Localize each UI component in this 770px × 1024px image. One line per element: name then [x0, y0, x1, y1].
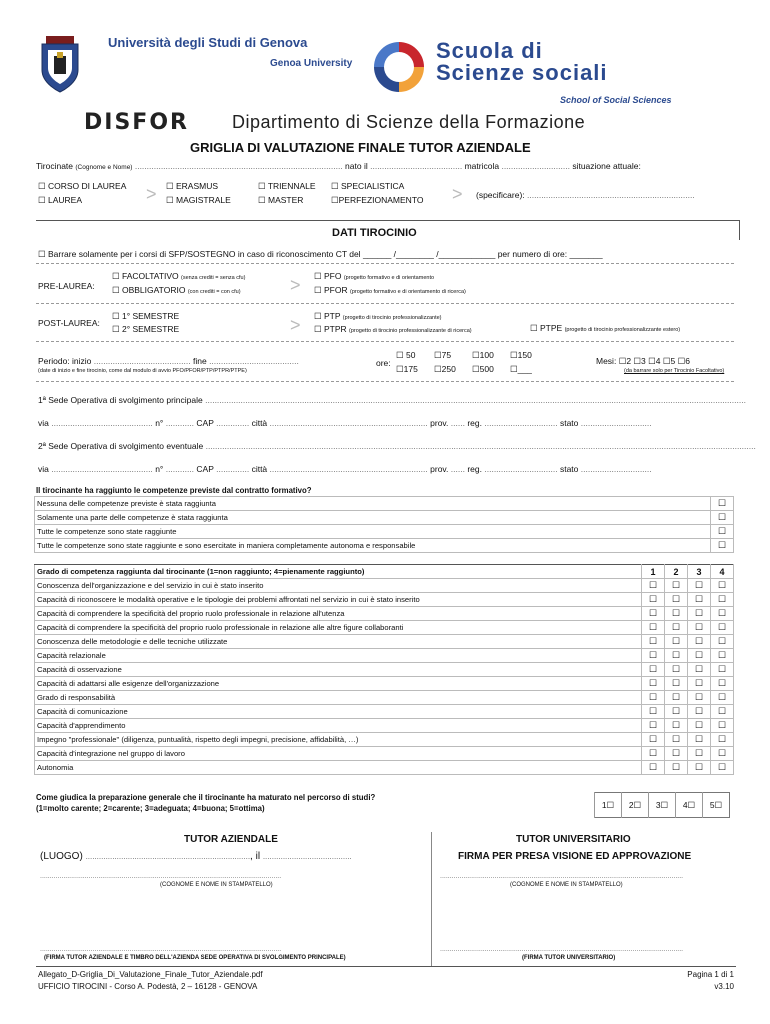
- grado-checkbox[interactable]: ☐: [642, 649, 665, 663]
- ore-option-label: 250: [441, 364, 456, 374]
- grado-row-label: Capacità di comprendere la specificità del proprio ruolo professionale in relazione alle altre figure collaboranti: [35, 621, 642, 635]
- specificare-field[interactable]: (specificare): .......................................................................: [476, 190, 695, 200]
- scale-1-checkbox[interactable]: 1☐: [595, 793, 622, 818]
- school-logo-icon: [370, 38, 428, 98]
- grado-checkbox[interactable]: ☐: [688, 719, 711, 733]
- grado-row-label: Capacità d'apprendimento: [35, 719, 642, 733]
- mesi-field: [596, 356, 690, 367]
- ore-option-label: 50: [405, 350, 416, 360]
- grado-checkbox[interactable]: ☐: [688, 635, 711, 649]
- prov-label: prov.: [430, 464, 449, 474]
- laurea-label: LAUREA: [47, 195, 82, 205]
- school-name-line2: Scienze sociali: [436, 60, 608, 85]
- grado-row-label: Grado di responsabilità: [35, 691, 642, 705]
- grado-checkbox[interactable]: ☐: [711, 747, 734, 761]
- scale-5-checkbox[interactable]: 5☐: [703, 793, 730, 818]
- table-header-row: [35, 565, 734, 579]
- disfor-logo: DISFOR: [84, 110, 189, 135]
- cognome-az-label: (COGNOME E NOME IN STAMPATELLO): [160, 882, 273, 888]
- mesi-option-label: 2: [626, 356, 632, 366]
- grado-checkbox[interactable]: ☐: [665, 719, 688, 733]
- tutor-aziendale-heading: TUTOR AZIENDALE: [184, 834, 278, 845]
- numero-ore-label: per numero di ore:: [497, 249, 568, 259]
- ore-option-label: 175: [403, 364, 418, 374]
- grado-checkbox[interactable]: ☐: [665, 761, 688, 775]
- luogo-label: (LUOGO): [40, 851, 83, 862]
- grado-row-label: Capacità d'integrazione nel gruppo di lavoro: [35, 747, 642, 761]
- semestre1-checkbox[interactable]: ☐ 1° SEMESTRE: [112, 311, 180, 321]
- grado-checkbox[interactable]: ☐: [711, 705, 734, 719]
- tirocinante-label: Tirocinate: [36, 161, 74, 171]
- competenze-checkbox[interactable]: ☐: [711, 539, 734, 553]
- situazione-label: situazione attuale:: [572, 161, 641, 171]
- grado-table-body: [35, 565, 734, 775]
- grado-row-label: Capacità di riconoscere le modalità operative e le tipologie dei problemi affrontati nel servizio in cui è stato inserito: [35, 593, 642, 607]
- scale-label: 1: [601, 799, 607, 810]
- grado-checkbox[interactable]: ☐: [665, 579, 688, 593]
- il-label: , il: [250, 851, 261, 862]
- cognome-univ-label: (COGNOME E NOME IN STAMPATELLO): [510, 882, 623, 888]
- citta-label: città: [251, 464, 268, 474]
- semestre1-label: 1° SEMESTRE: [121, 311, 180, 321]
- corso-laurea-label: CORSO DI LAUREA: [47, 181, 127, 191]
- ptp-label: PTP: [323, 311, 341, 321]
- grado-checkbox[interactable]: ☐: [711, 635, 734, 649]
- section-divider: [36, 220, 740, 221]
- ptp-checkbox[interactable]: ☐ PTP (progetto di tirocinio professionalizzante): [314, 311, 442, 321]
- grado-row-label: Capacità di adattarsi alle esigenze dell'organizzazione: [35, 677, 642, 691]
- university-crest-icon: [40, 36, 80, 96]
- facoltativo-label: FACOLTATIVO: [121, 271, 179, 281]
- stato-label: stato: [559, 418, 579, 428]
- grado-checkbox[interactable]: ☐: [688, 663, 711, 677]
- dashed-divider: [36, 381, 734, 382]
- footer-page: Pagina 1 di 1: [687, 970, 734, 979]
- footer-office: UFFICIO TIROCINI - Corso A. Podestà, 2 – 16128 - GENOVA: [38, 982, 258, 991]
- dati-tirocinio-heading: DATI TIROCINIO: [332, 227, 417, 239]
- grado-checkbox[interactable]: ☐: [688, 607, 711, 621]
- periodo-field[interactable]: Periodo: inizio ......................................... fine ......................................: [38, 356, 299, 366]
- post-laurea-label: POST-LAUREA:: [38, 318, 100, 328]
- table-row: [35, 719, 734, 733]
- grado-checkbox[interactable]: ☐: [642, 635, 665, 649]
- magistrale-label: MAGISTRALE: [175, 195, 231, 205]
- grado-checkbox[interactable]: ☐: [711, 649, 734, 663]
- competenze-option-label: Solamente una parte delle competenze è stata raggiunta: [35, 511, 711, 525]
- citta-label: città: [251, 418, 268, 428]
- grado-checkbox[interactable]: ☐: [711, 607, 734, 621]
- cognome-univ-line[interactable]: .............................................................................................................................: [440, 873, 684, 880]
- grado-checkbox[interactable]: ☐: [711, 761, 734, 775]
- perfezionamento-label: PERFEZIONAMENTO: [338, 195, 424, 205]
- ore-option-label: 150: [517, 350, 532, 360]
- mesi-2-checkbox[interactable]: ☐2: [618, 356, 632, 366]
- preparazione-scale-legend: (1=molto carente; 2=carente; 3=adeguata; 4=buona; 5=ottima): [36, 804, 265, 813]
- ore-option-label: 100: [479, 350, 494, 360]
- ore-label: ore:: [376, 358, 391, 368]
- mesi-note: (da barrare solo per Tirocinio Facoltativo): [624, 368, 725, 374]
- grado-row-label: Impegno "professionale" (diligenza, puntualità, rispetto degli impegni, precisione, affidabilità, …): [35, 733, 642, 747]
- pre-laurea-label: PRE-LAUREA:: [38, 281, 95, 291]
- grado-checkbox[interactable]: ☐: [665, 635, 688, 649]
- grado-row-label: Conoscenza delle metodologie e delle tecniche utilizzate: [35, 635, 642, 649]
- grado-checkbox[interactable]: ☐: [711, 677, 734, 691]
- matricola-label: matricola: [464, 161, 500, 171]
- ptpr-note: (progetto di tirocinio professionalizzante di ricerca): [349, 328, 472, 334]
- mesi-4-checkbox[interactable]: ☐4: [648, 356, 661, 366]
- chevron-right-icon: >: [290, 315, 301, 335]
- semestre2-checkbox[interactable]: ☐ 2° SEMESTRE: [112, 324, 180, 334]
- ore-75-checkbox[interactable]: ☐75: [434, 350, 452, 360]
- ptpe-label: PTPE: [539, 323, 563, 333]
- grado-col-header: 1: [642, 565, 665, 579]
- magistrale-checkbox[interactable]: ☐ MAGISTRALE: [166, 195, 231, 205]
- grado-checkbox[interactable]: ☐: [711, 593, 734, 607]
- university-name-en: Genoa University: [270, 58, 353, 69]
- competenze-checkbox[interactable]: ☐: [711, 511, 734, 525]
- sede1-address[interactable]: via ........................................... n° ............ CAP .............. città ................................................................... prov. ...... reg. ............................... stato ..............................: [38, 418, 652, 428]
- corso-laurea-checkbox[interactable]: ☐ CORSO DI LAUREA: [38, 181, 127, 191]
- grado-col-header: 2: [665, 565, 688, 579]
- competenze-table: [34, 496, 734, 553]
- grado-checkbox[interactable]: ☐: [642, 705, 665, 719]
- facoltativo-checkbox[interactable]: ☐ FACOLTATIVO (senza crediti = senza cfu): [112, 271, 246, 281]
- master-checkbox[interactable]: ☐ MASTER: [258, 195, 304, 205]
- grado-checkbox[interactable]: ☐: [688, 705, 711, 719]
- cap-label: CAP: [196, 464, 214, 474]
- firma-az-line[interactable]: ............................................................................................................................: [40, 946, 282, 953]
- table-row: [35, 621, 734, 635]
- master-label: MASTER: [267, 195, 304, 205]
- ore-250-checkbox[interactable]: ☐250: [434, 364, 456, 374]
- prov-label: prov.: [430, 418, 449, 428]
- sede2-field[interactable]: 2ª Sede Operativa di svolgimento eventuale .........................................................................................................................................................................................................................................: [38, 441, 756, 451]
- semestre2-label: 2° SEMESTRE: [121, 324, 180, 334]
- facoltativo-note: (senza crediti = senza cfu): [181, 275, 246, 281]
- ore-150-checkbox[interactable]: ☐150: [510, 350, 532, 360]
- grado-checkbox[interactable]: ☐: [688, 761, 711, 775]
- mesi-5-checkbox[interactable]: ☐5: [662, 356, 676, 366]
- scale-4-checkbox[interactable]: 4☐: [676, 793, 703, 818]
- grado-checkbox[interactable]: ☐: [688, 621, 711, 635]
- grado-checkbox[interactable]: ☐: [642, 747, 665, 761]
- specialistica-label: SPECIALISTICA: [340, 181, 405, 191]
- competenze-question: Il tirocinante ha raggiunto le competenze previste dal contratto formativo?: [36, 486, 312, 495]
- ore-other-checkbox[interactable]: ☐___: [510, 364, 532, 374]
- cognome-az-line[interactable]: ............................................................................................................................: [40, 873, 282, 880]
- competenze-checkbox[interactable]: ☐: [711, 497, 734, 511]
- dashed-divider: [36, 263, 734, 264]
- footer-version: v3.10: [714, 982, 734, 991]
- grado-checkbox[interactable]: ☐: [665, 705, 688, 719]
- table-row: [35, 593, 734, 607]
- grado-checkbox[interactable]: ☐: [711, 579, 734, 593]
- grado-checkbox[interactable]: ☐: [665, 677, 688, 691]
- erasmus-label: ERASMUS: [175, 181, 219, 191]
- scale-label: 5: [709, 799, 715, 810]
- grado-checkbox[interactable]: ☐: [642, 579, 665, 593]
- pfo-checkbox[interactable]: ☐ PFO (progetto formativo e di orientamento: [314, 271, 435, 281]
- table-row: [35, 511, 734, 525]
- grado-checkbox[interactable]: ☐: [711, 691, 734, 705]
- table-row: [35, 733, 734, 747]
- pfor-checkbox[interactable]: ☐ PFOR (progetto formativo e di orientamento di ricerca): [314, 285, 466, 295]
- pfor-note: (progetto formativo e di orientamento di ricerca): [349, 289, 466, 295]
- table-row: [35, 691, 734, 705]
- n-label: n°: [155, 464, 164, 474]
- page-title: GRIGLIA DI VALUTAZIONE FINALE TUTOR AZIENDALE: [190, 140, 531, 155]
- ptpr-checkbox[interactable]: ☐ PTPR (progetto di tirocinio professionalizzante di ricerca): [314, 324, 472, 334]
- specificare-label: (specificare):: [476, 190, 525, 200]
- preparazione-question: Come giudica la preparazione generale che il tirocinante ha maturato nel percorso di studi?: [36, 793, 376, 802]
- table-row: [35, 635, 734, 649]
- ore-option-label: 75: [441, 350, 452, 360]
- grado-checkbox[interactable]: ☐: [688, 747, 711, 761]
- grado-checkbox[interactable]: ☐: [642, 733, 665, 747]
- grado-checkbox[interactable]: ☐: [711, 663, 734, 677]
- firma-az-label: (FIRMA TUTOR AZIENDALE E TIMBRO DELL'AZIENDA SEDE OPERATIVA DI SVOLGIMENTO PRINCIPALE): [44, 955, 346, 961]
- mesi-option-label: 3: [641, 356, 646, 366]
- grado-checkbox[interactable]: ☐: [665, 593, 688, 607]
- grado-checkbox[interactable]: ☐: [642, 663, 665, 677]
- grado-checkbox[interactable]: ☐: [688, 677, 711, 691]
- specialistica-checkbox[interactable]: ☐ SPECIALISTICA: [331, 181, 405, 191]
- mesi-option-label: 5: [670, 356, 676, 366]
- periodo-inizio-label: Periodo: inizio: [38, 356, 92, 366]
- mesi-3-checkbox[interactable]: ☐3: [633, 356, 646, 366]
- nato-label: nato il: [345, 161, 368, 171]
- chevron-right-icon: >: [146, 184, 157, 204]
- tirocinante-line: Tirocinate (Cognome e Nome) ........................................................................................ nato il ....................................... matricola ............................. situazione attuale:: [36, 161, 641, 171]
- pfor-label: PFOR: [323, 285, 348, 295]
- sede2-address[interactable]: via ........................................... n° ............ CAP .............. città ................................................................... prov. ...... reg. ............................... stato ..............................: [38, 464, 652, 474]
- grado-checkbox[interactable]: ☐: [711, 733, 734, 747]
- grado-row-label: Capacità di comunicazione: [35, 705, 642, 719]
- grado-row-label: Capacità di comprendere la specificità del proprio ruolo professionale in relazione all'utenza: [35, 607, 642, 621]
- sede1-label: 1ª Sede Operativa di svolgimento principale: [38, 395, 203, 405]
- grado-row-label: Capacità relazionale: [35, 649, 642, 663]
- sede2-label: 2ª Sede Operativa di svolgimento eventuale: [38, 441, 204, 451]
- scale-label: 2: [628, 799, 634, 810]
- grado-checkbox[interactable]: ☐: [665, 607, 688, 621]
- chevron-right-icon: >: [452, 184, 463, 204]
- grado-checkbox[interactable]: ☐: [642, 677, 665, 691]
- firma-presa-visione: FIRMA PER PRESA VISIONE ED APPROVAZIONE: [458, 851, 692, 862]
- competenze-option-label: Tutte le competenze sono state raggiunte e sono esercitate in maniera completamente autonoma e responsabile: [35, 539, 711, 553]
- grado-row-label: Conoscenza dell'organizzazione e del servizio in cui è stato inserito: [35, 579, 642, 593]
- dashed-divider: [36, 303, 734, 304]
- chevron-right-icon: >: [290, 275, 301, 295]
- grado-row-label: Capacità di osservazione: [35, 663, 642, 677]
- ore-175-checkbox[interactable]: ☐175: [396, 364, 418, 374]
- grado-row-label: Autonomia: [35, 761, 642, 775]
- footer-filename: Allegato_D-Griglia_Di_Valutazione_Finale_Tutor_Aziendale.pdf: [38, 970, 263, 979]
- periodo-fine-label: fine: [192, 356, 207, 366]
- n-label: n°: [155, 418, 164, 428]
- scale-3-checkbox[interactable]: 3☐: [649, 793, 676, 818]
- grado-checkbox[interactable]: ☐: [665, 747, 688, 761]
- signature-divider: [431, 832, 432, 966]
- grado-heading: Grado di competenza raggiunta dal tirocinante (1=non raggiunto; 4=pienamente raggiunto): [35, 565, 642, 579]
- table-row: [35, 705, 734, 719]
- grado-col-header: 3: [688, 565, 711, 579]
- barrare-line: ☐ Barrare solamente per i corsi di SFP/SOSTEGNO in caso di riconoscimento CT del ______ /________ /____________ per numero di ore: _______: [38, 249, 603, 259]
- stato-label: stato: [559, 464, 579, 474]
- dashed-divider: [36, 341, 734, 342]
- scale-label: 4: [682, 799, 688, 810]
- school-name-line1: Scuola di: [436, 38, 543, 63]
- mesi-option-label: 6: [685, 356, 690, 366]
- ore-500-checkbox[interactable]: ☐500: [472, 364, 494, 374]
- grado-checkbox[interactable]: ☐: [711, 621, 734, 635]
- obbligatorio-label: OBBLIGATORIO: [121, 285, 186, 295]
- obbligatorio-checkbox[interactable]: ☐ OBBLIGATORIO (con crediti = con cfu): [112, 285, 241, 295]
- via-label: via: [38, 418, 49, 428]
- perfezionamento-checkbox[interactable]: ☐PERFEZIONAMENTO: [331, 195, 424, 205]
- laurea-checkbox[interactable]: ☐ LAUREA: [38, 195, 82, 205]
- grado-checkbox[interactable]: ☐: [688, 579, 711, 593]
- mesi-6-checkbox[interactable]: ☐6: [677, 356, 690, 366]
- ptpr-label: PTPR: [323, 324, 347, 334]
- firma-univ-label: (FIRMA TUTOR UNIVERSITARIO): [522, 955, 616, 961]
- department-name: Dipartimento di Scienze della Formazione: [232, 112, 586, 132]
- grado-checkbox[interactable]: ☐: [711, 719, 734, 733]
- triennale-checkbox[interactable]: ☐ TRIENNALE: [258, 181, 316, 191]
- cap-label: CAP: [196, 418, 214, 428]
- erasmus-checkbox[interactable]: ☐ ERASMUS: [166, 181, 219, 191]
- ore-50-checkbox[interactable]: ☐ 50: [396, 350, 416, 360]
- table-row: [35, 579, 734, 593]
- table-row: [35, 497, 734, 511]
- firma-univ-line[interactable]: .............................................................................................................................: [440, 946, 684, 953]
- grado-table: [34, 564, 734, 775]
- luogo-field[interactable]: (LUOGO) .........................................................................., il ........................................: [40, 851, 352, 862]
- reg-label: reg.: [467, 418, 482, 428]
- grado-checkbox[interactable]: ☐: [642, 593, 665, 607]
- grado-checkbox[interactable]: ☐: [688, 733, 711, 747]
- scale-label: 3: [655, 799, 661, 810]
- school-name-en: School of Social Sciences: [560, 95, 672, 105]
- footer-divider: [36, 966, 736, 967]
- grado-checkbox[interactable]: ☐: [688, 691, 711, 705]
- table-row: [35, 607, 734, 621]
- tutor-universitario-heading: TUTOR UNIVERSITARIO: [516, 834, 631, 845]
- obbligatorio-note: (con crediti = con cfu): [187, 289, 241, 295]
- table-row: [35, 649, 734, 663]
- sede1-field[interactable]: 1ª Sede Operativa di svolgimento principale .....................................................................................................................................................................................................................................: [38, 395, 746, 405]
- periodo-note: (date di inizio e fine tirocinio, come dal modulo di avvio PFO/PFOR/PTP/PTPR/PTPE): [38, 368, 247, 374]
- mesi-label: Mesi:: [596, 356, 617, 366]
- competenze-option-label: Tutte le competenze sono state raggiunte: [35, 525, 711, 539]
- grado-checkbox[interactable]: ☐: [642, 691, 665, 705]
- ore-100-checkbox[interactable]: ☐100: [472, 350, 494, 360]
- ptpe-note: (progetto di tirocinio professionalizzante estero): [564, 327, 681, 333]
- grado-checkbox[interactable]: ☐: [665, 649, 688, 663]
- grado-checkbox[interactable]: ☐: [642, 761, 665, 775]
- via-label: via: [38, 464, 49, 474]
- university-name: Università degli Studi di Genova: [108, 35, 308, 50]
- grado-checkbox[interactable]: ☐: [665, 733, 688, 747]
- grado-checkbox[interactable]: ☐: [642, 607, 665, 621]
- scale-2-checkbox[interactable]: 2☐: [622, 793, 649, 818]
- grado-checkbox[interactable]: ☐: [688, 649, 711, 663]
- table-row: [35, 663, 734, 677]
- table-row: [35, 761, 734, 775]
- triennale-label: TRIENNALE: [267, 181, 316, 191]
- competenze-checkbox[interactable]: ☐: [711, 525, 734, 539]
- table-row: [35, 525, 734, 539]
- ptp-note: (progetto di tirocinio professionalizzante): [342, 315, 442, 321]
- competenze-option-label: Nessuna delle competenze previste è stata raggiunta: [35, 497, 711, 511]
- grado-checkbox[interactable]: ☐: [688, 593, 711, 607]
- grado-col-header: 4: [711, 565, 734, 579]
- table-row: [35, 539, 734, 553]
- preparazione-scale-table: [594, 792, 730, 818]
- pfo-note: (progetto formativo e di orientamento: [343, 275, 435, 281]
- grado-checkbox[interactable]: ☐: [665, 621, 688, 635]
- barrare-label: Barrare solamente per i corsi di SFP/SOSTEGNO in caso di riconoscimento CT del: [48, 249, 361, 259]
- ore-option-label: ___: [517, 364, 532, 374]
- mesi-option-label: 4: [655, 356, 661, 366]
- grado-checkbox[interactable]: ☐: [642, 719, 665, 733]
- table-row: [35, 677, 734, 691]
- barrare-checkbox[interactable]: ☐: [38, 249, 46, 259]
- grado-checkbox[interactable]: ☐: [665, 691, 688, 705]
- tirocinante-note: (Cognome e Nome): [75, 164, 133, 171]
- reg-label: reg.: [467, 464, 482, 474]
- ore-option-label: 500: [479, 364, 494, 374]
- pfo-label: PFO: [323, 271, 342, 281]
- table-row: [35, 747, 734, 761]
- ptpe-checkbox[interactable]: ☐ PTPE (progetto di tirocinio professionalizzante estero): [530, 323, 681, 333]
- section-frame: [739, 220, 740, 240]
- grado-checkbox[interactable]: ☐: [665, 663, 688, 677]
- grado-checkbox[interactable]: ☐: [642, 621, 665, 635]
